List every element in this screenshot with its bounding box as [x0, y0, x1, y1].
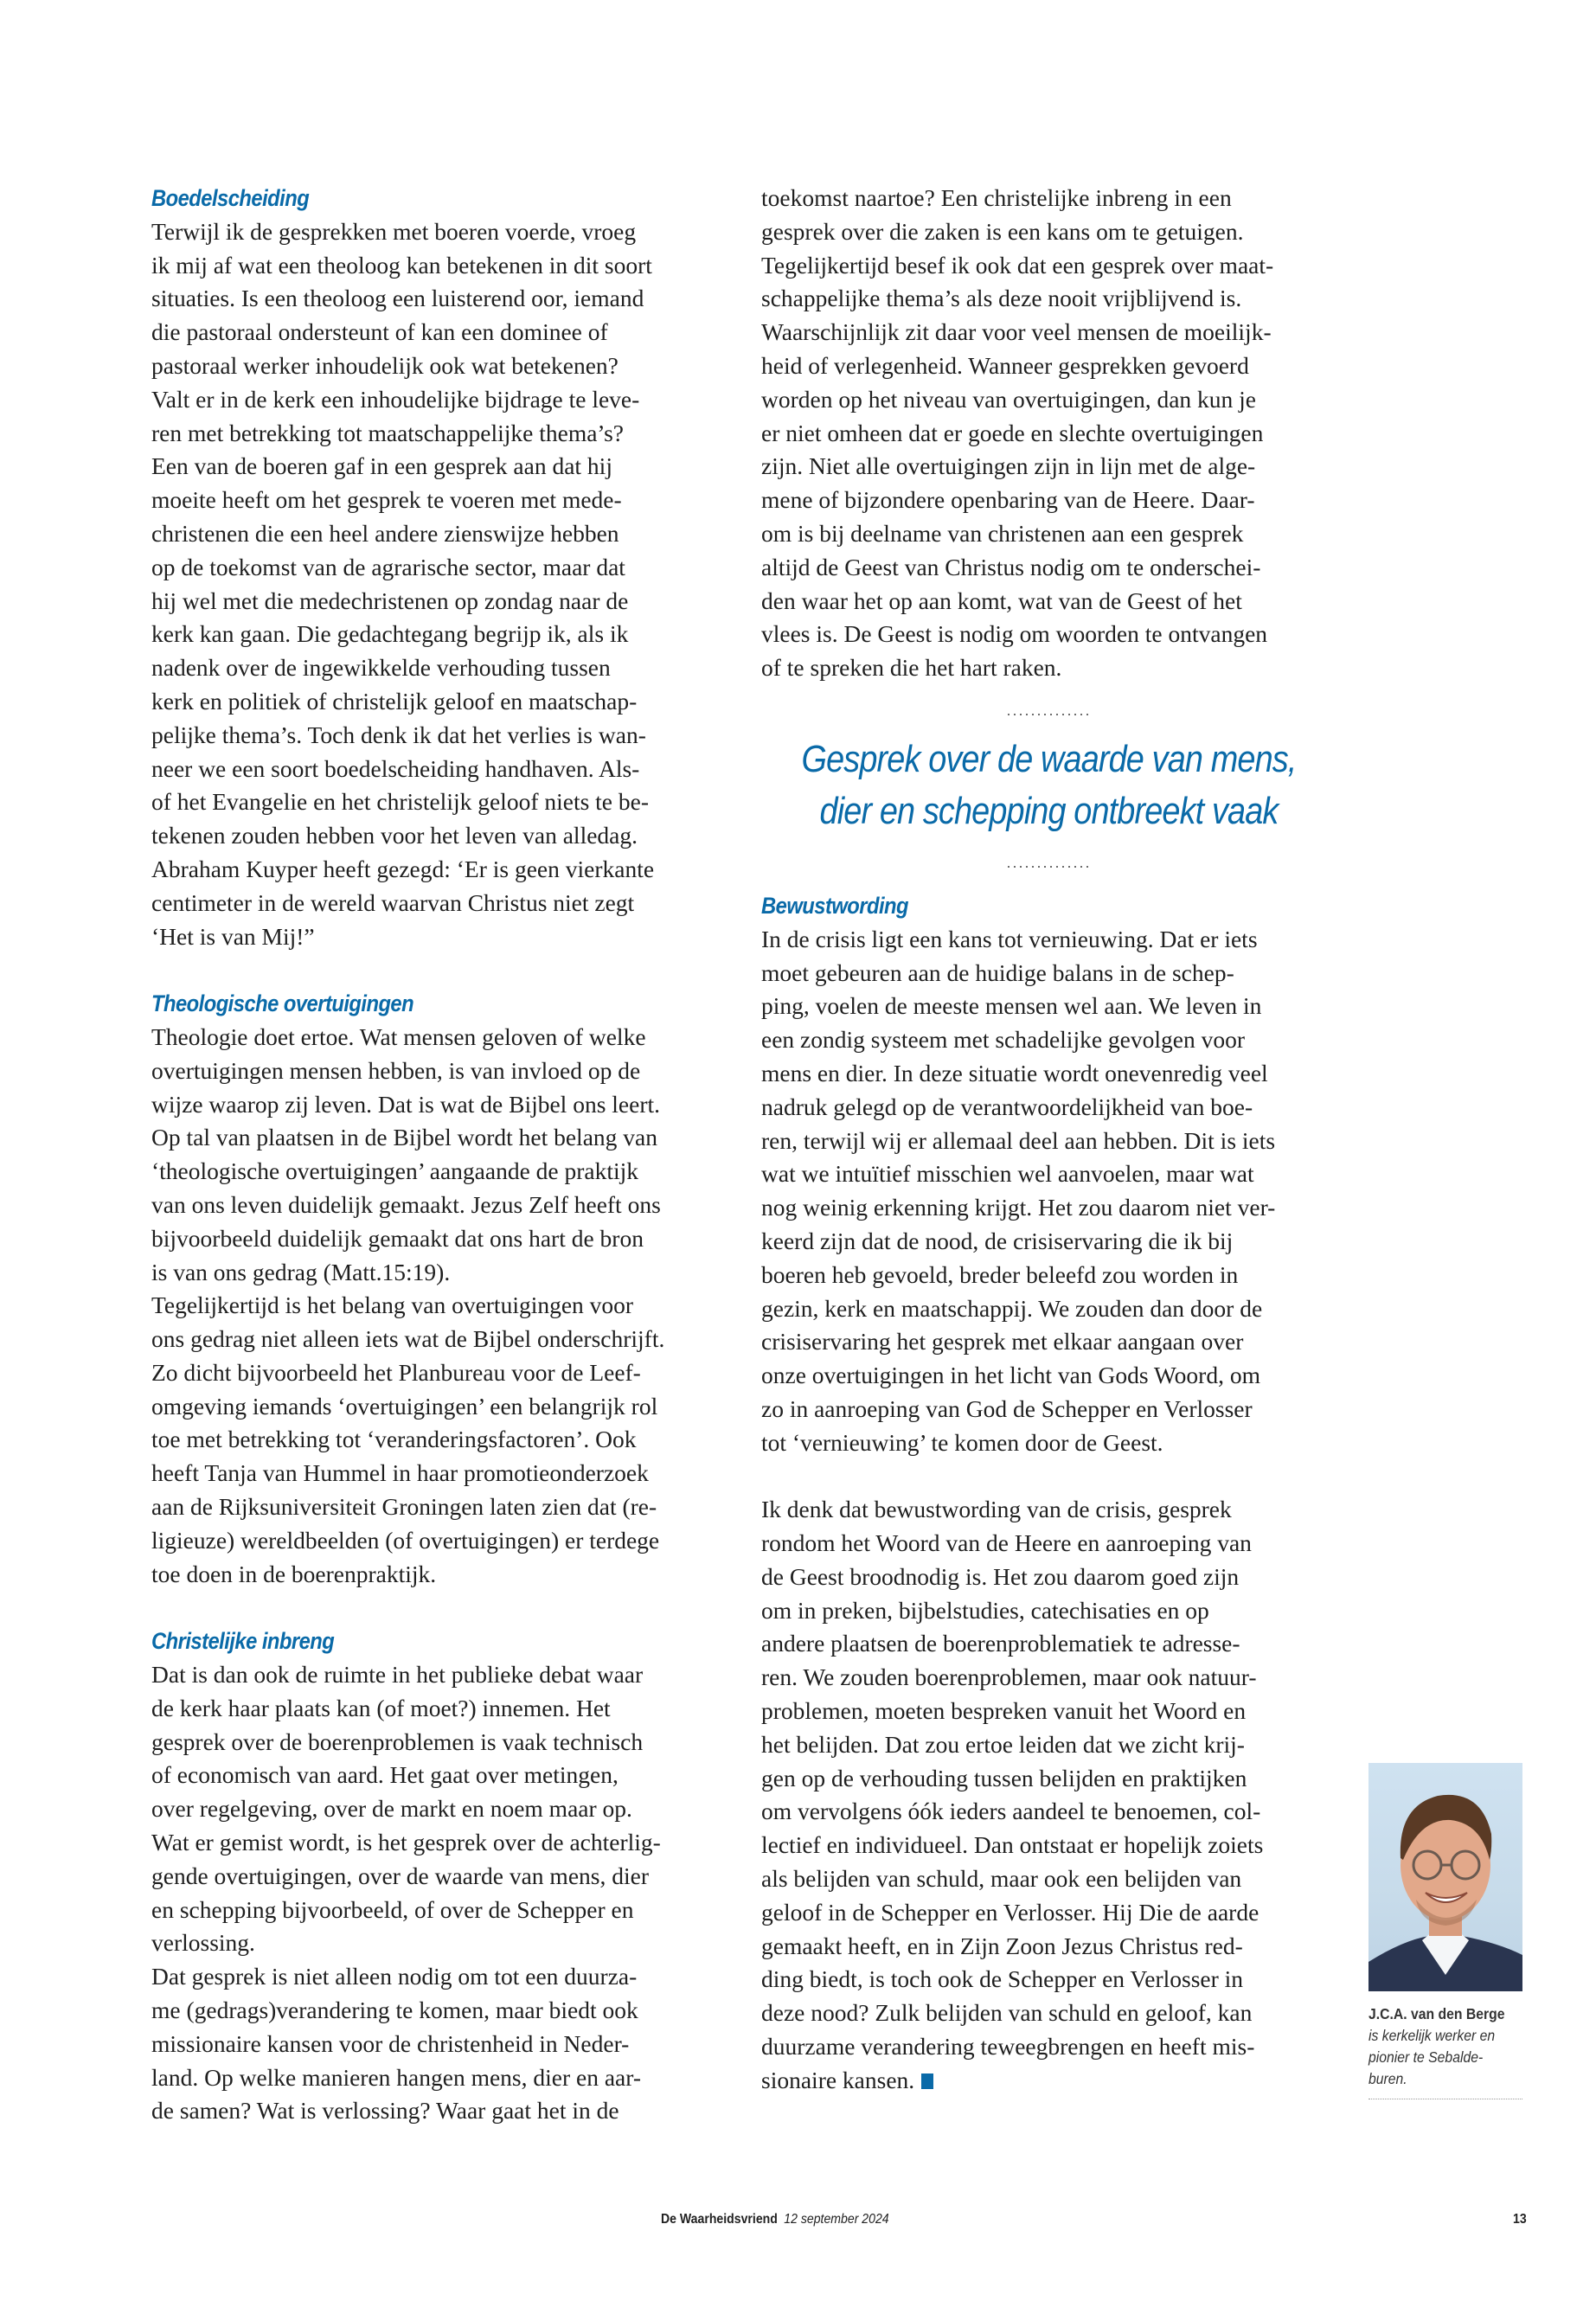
text-line: kerk en politiek of christelijk geloof en maatschap- — [151, 687, 638, 715]
text-line: is van ons gedrag (Matt.15:19). — [151, 1258, 451, 1285]
text-line: van ons leven duidelijk gemaakt. Jezus Zelf heeft ons — [151, 1190, 661, 1218]
text-line: In de crisis ligt een kans tot vernieuwing. Dat er iets — [761, 925, 1258, 952]
paragraph — [151, 215, 722, 954]
text-line: Waarschijnlijk zit daar voor veel mensen de moeilijk- — [761, 318, 1272, 346]
text-line: geloof in de Schepper en Verlosser. Hij Die de aarde — [761, 1898, 1259, 1926]
pull-quote-line: Gesprek over de waarde van mens, — [801, 737, 1297, 780]
author-box — [1368, 1763, 1524, 2099]
text-line: om in preken, bijbelstudies, catechisaties en op — [761, 1596, 1209, 1624]
section-heading: Boedelscheiding — [151, 185, 310, 211]
paragraph-bewustwording-1 — [761, 923, 1336, 1460]
text-line: problemen, moeten bespreken vanuit het Woord en — [761, 1697, 1247, 1725]
pull-quote-text — [802, 734, 1297, 837]
text-line: schappelijke thema’s als deze nooit vrijblijvend is. — [761, 285, 1242, 312]
text-line: Tegelijkertijd is het belang van overtuigingen voor — [151, 1292, 634, 1319]
author-description-line: buren. — [1368, 2070, 1407, 2087]
text-line: ren. We zouden boerenproblemen, maar ook natuur- — [761, 1663, 1257, 1691]
text-line: wat we intuïtief misschien wel aanvoelen, maar wat — [761, 1160, 1254, 1188]
text-line: de kerk haar plaats kan (of moet?) innemen. Het — [151, 1694, 611, 1721]
text-line: of economisch van aard. Het gaat over metingen, — [151, 1761, 619, 1789]
text-line: situaties. Is een theoloog een luisterend oor, iemand — [151, 285, 644, 312]
text-line: gesprek over de boerenproblemen is vaak technisch — [151, 1727, 644, 1755]
author-description-line: pionier te Sebalde- — [1368, 2048, 1484, 2066]
text-line: sionaire kansen. — [761, 2064, 1336, 2098]
text-line: om vervolgens óók ieders aandeel te benoemen, col- — [761, 1798, 1261, 1825]
text-line: mene of bijzondere openbaring van de Heere. Daar- — [761, 486, 1255, 514]
paragraph-gap — [151, 953, 722, 987]
right-column — [761, 182, 1336, 2098]
text-line: tot ‘vernieuwing’ te komen door de Geest. — [761, 1428, 1163, 1456]
text-line: crisiservaring het gesprek met elkaar aangaan over — [761, 1328, 1244, 1356]
text-line: den waar het op aan komt, wat van de Geest of het — [761, 586, 1242, 614]
text-line: ren met betrekking tot maatschappelijke thema’s? — [151, 419, 624, 446]
text-line: nadruk gelegd op de verantwoordelijkheid van boe- — [761, 1093, 1253, 1120]
text-line: zijn. Niet alle overtuigingen zijn in lijn met de alge- — [761, 452, 1256, 480]
text-line: ren, terwijl wij er allemaal deel aan hebben. Dit is iets — [761, 1126, 1276, 1154]
text-line: moeite heeft om het gesprek te voeren met mede- — [151, 486, 622, 514]
text-line: het belijden. Dat zou ertoe leiden dat we zicht krij- — [761, 1730, 1245, 1758]
text-line: Terwijl ik de gesprekken met boeren voerde, vroeg — [151, 217, 637, 245]
text-line: overtuigingen mensen hebben, is van invloed op de — [151, 1056, 641, 1084]
text-line: neer we een soort boedelscheiding handhaven. Als- — [151, 754, 640, 782]
text-line: mens en dier. In deze situatie wordt onevenredig veel — [761, 1059, 1268, 1086]
text-line: er niet omheen dat er goede en slechte overtuigingen — [761, 419, 1264, 446]
text-line: moet gebeuren aan de huidige balans in de schep- — [761, 958, 1234, 986]
text-line: gende overtuigingen, over de waarde van mens, dier — [151, 1862, 649, 1889]
text-line: Tegelijkertijd besef ik ook dat een gesprek over maat- — [761, 251, 1274, 279]
text-line: de samen? Wat is verlossing? Waar gaat het in de — [151, 2097, 619, 2125]
text-line: heid of verlegenheid. Wanneer gesprekken gevoerd — [761, 351, 1249, 379]
text-line: christenen die een heel andere zienswijze hebben — [151, 519, 619, 547]
text-line: gesprek over die zaken is een kans om te getuigen. — [761, 217, 1244, 245]
text-line: aan de Rijksuniversiteit Groningen laten zien dat (re- — [151, 1493, 657, 1521]
section-heading: Christelijke inbreng — [151, 1628, 335, 1655]
text-line: ik mij af wat een theoloog kan betekenen in dit soort — [151, 251, 652, 279]
text-line: Ik denk dat bewustwording van de crisis, gesprek — [761, 1496, 1232, 1523]
text-line: een zondig systeem met schadelijke gevolgen voor — [761, 1026, 1245, 1054]
text-line: Dat is dan ook de ruimte in het publieke debat waar — [151, 1661, 644, 1689]
text-line: centimeter in de wereld waarvan Christus niet zegt — [151, 888, 635, 916]
text-line: nog weinig erkenning krijgt. Het zou daarom niet ver- — [761, 1194, 1276, 1221]
text-line: nadenk over de ingewikkelde verhouding tussen — [151, 654, 611, 682]
text-line: ping, voelen de meeste mensen wel aan. We leven in — [761, 992, 1262, 1020]
text-line: Een van de boeren gaf in een gesprek aan dat hij — [151, 452, 612, 480]
author-caption — [1368, 2003, 1524, 2090]
text-line: omgeving iemands ‘overtuigingen’ een belangrijk rol — [151, 1392, 658, 1420]
footer-masthead — [661, 2212, 889, 2227]
text-line: keerd zijn dat de nood, de crisiservaring die ik bij — [761, 1227, 1234, 1254]
text-line: en schepping bijvoorbeeld, of over de Schepper en — [151, 1895, 634, 1923]
text-line: ons gedrag niet alleen iets wat de Bijbel onderschrijft. — [151, 1325, 665, 1353]
text-line: om is bij deelname van christenen aan een gesprek — [761, 519, 1244, 547]
text-line: Valt er in de kerk een inhoudelijke bijdrage te leve- — [151, 385, 640, 413]
right-column-intro — [761, 182, 1336, 685]
text-line: rondom het Woord van de Heere en aanroeping van — [761, 1529, 1252, 1557]
paragraph — [151, 1021, 722, 1592]
text-line: zo in aanroeping van God de Schepper en Verlosser — [761, 1394, 1253, 1422]
section-heading-bewustwording: Bewustwording — [761, 892, 909, 919]
text-line: ‘Het is van Mij!” — [151, 922, 315, 950]
text-line: verlossing. — [151, 1929, 255, 1957]
text-line: boeren heb gevoeld, breder beleefd zou worden in — [761, 1260, 1239, 1288]
text-line: andere plaatsen de boerenproblematiek te adresse- — [761, 1630, 1240, 1657]
text-line: Dat gesprek is niet alleen nodig om tot een duurza- — [151, 1963, 638, 1990]
publication-name: De Waarheidsvriend — [661, 2212, 778, 2227]
text-line: als belijden van schuld, maar ook een belijden van — [761, 1865, 1242, 1893]
text-line: wijze waarop zij leven. Dat is wat de Bijbel ons leert. — [151, 1090, 661, 1118]
text-line: pastoraal werker inhoudelijk ook wat betekenen? — [151, 351, 619, 379]
text-line: ‘theologische overtuigingen’ aangaande de praktijk — [151, 1157, 639, 1185]
pull-quote-line: dier en schepping ontbreekt vaak — [819, 789, 1279, 832]
text-line: of te spreken die het hart raken. — [761, 654, 1062, 682]
page-number: 13 — [1513, 2212, 1527, 2227]
text-line: bijvoorbeeld duidelijk gemaakt dat ons hart de bron — [151, 1224, 644, 1252]
paragraph-bewustwording-2 — [761, 1493, 1336, 2097]
left-column — [151, 182, 722, 2128]
text-line: worden op het niveau van overtuigingen, dan kun je — [761, 385, 1256, 413]
paragraph-gap — [151, 1591, 722, 1625]
section-heading: Theologische overtuigingen — [151, 990, 414, 1017]
text-line: kerk kan gaan. Die gedachtegang begrijp ik, als ik — [151, 620, 629, 648]
text-line: toe doen in de boerenpraktijk. — [151, 1560, 437, 1587]
text-line: gezin, kerk en maatschappij. We zouden dan door de — [761, 1294, 1263, 1322]
text-line: heeft Tanja van Hummel in haar promotieonderzoek — [151, 1459, 649, 1487]
text-line: toekomst naartoe? Een christelijke inbreng in een — [761, 184, 1232, 211]
text-line: de Geest broodnodig is. Het zou daarom goed zijn — [761, 1562, 1240, 1590]
text-line: altijd de Geest van Christus nodig om te onderschei- — [761, 553, 1261, 580]
text-line: land. Op welke manieren hangen mens, dier en aar- — [151, 2063, 642, 2091]
text-line: me (gedrags)verandering te komen, maar biedt ook — [151, 1997, 638, 2024]
text-line: duurzame verandering teweegbrengen en heeft mis- — [761, 2033, 1255, 2061]
text-line: op de toekomst van de agrarische sector, maar dat — [151, 553, 625, 580]
text-line: Zo dicht bijvoorbeeld het Planbureau voor de Leef- — [151, 1358, 641, 1386]
portrait-illustration — [1368, 1763, 1522, 1991]
text-line: of het Evangelie en het christelijk geloof niets te be- — [151, 788, 650, 816]
author-photo — [1368, 1763, 1522, 1991]
text-line: Theologie doet ertoe. Wat mensen geloven of welke — [151, 1022, 646, 1050]
text-line: gen op de verhouding tussen belijden en praktijken — [761, 1764, 1247, 1791]
text-line: tekenen zouden hebben voor het leven van alledag. — [151, 822, 638, 849]
issue-date: 12 september 2024 — [784, 2212, 889, 2227]
paragraph-gap — [761, 1460, 1336, 1494]
pull-quote-top-divider: .............. — [1006, 701, 1092, 719]
author-name: J.C.A. van den Berge — [1368, 2005, 1505, 2022]
text-line: onze overtuigingen in het licht van Gods Woord, om — [761, 1362, 1260, 1389]
text-line: die pastoraal ondersteunt of kan een dominee of — [151, 318, 608, 346]
text-line: pelijke thema’s. Toch denk ik dat het verlies is wan- — [151, 721, 646, 748]
text-line: Abraham Kuyper heeft gezegd: ‘Er is geen vierkante — [151, 855, 655, 882]
author-description-line: is kerkelijk werker en — [1368, 2027, 1496, 2044]
pull-quote-bottom-divider: .............. — [1006, 853, 1092, 871]
text-line: hij wel met die medechristenen op zondag naar de — [151, 586, 629, 614]
text-line: deze nood? Zulk belijden van schuld en geloof, kan — [761, 1999, 1253, 2027]
text-line: Wat er gemist wordt, is het gesprek over de achterlig- — [151, 1829, 661, 1856]
pull-quote — [761, 701, 1336, 872]
text-line: over regelgeving, over de markt en noem maar op. — [151, 1795, 632, 1823]
text-line: missionaire kansen voor de christenheid in Neder- — [151, 2029, 630, 2057]
text-line: toe met betrekking tot ‘veranderingsfactoren’. Ook — [151, 1426, 637, 1453]
article-end-mark-icon — [921, 2073, 933, 2089]
text-line: lectief en individueel. Dan ontstaat er hopelijk zoiets — [761, 1831, 1264, 1859]
text-line: gemaakt heeft, en in Zijn Zoon Jezus Christus red- — [761, 1932, 1243, 1959]
text-line: ligieuze) wereldbeelden (of overtuigingen) er terdege — [151, 1526, 660, 1554]
paragraph — [151, 1658, 722, 2128]
text-line: ding biedt, is toch ook de Schepper en Verlosser in — [761, 1965, 1244, 1993]
text-line: vlees is. De Geest is nodig om woorden te ontvangen — [761, 620, 1268, 648]
text-line: Op tal van plaatsen in de Bijbel wordt het belang van — [151, 1124, 657, 1151]
